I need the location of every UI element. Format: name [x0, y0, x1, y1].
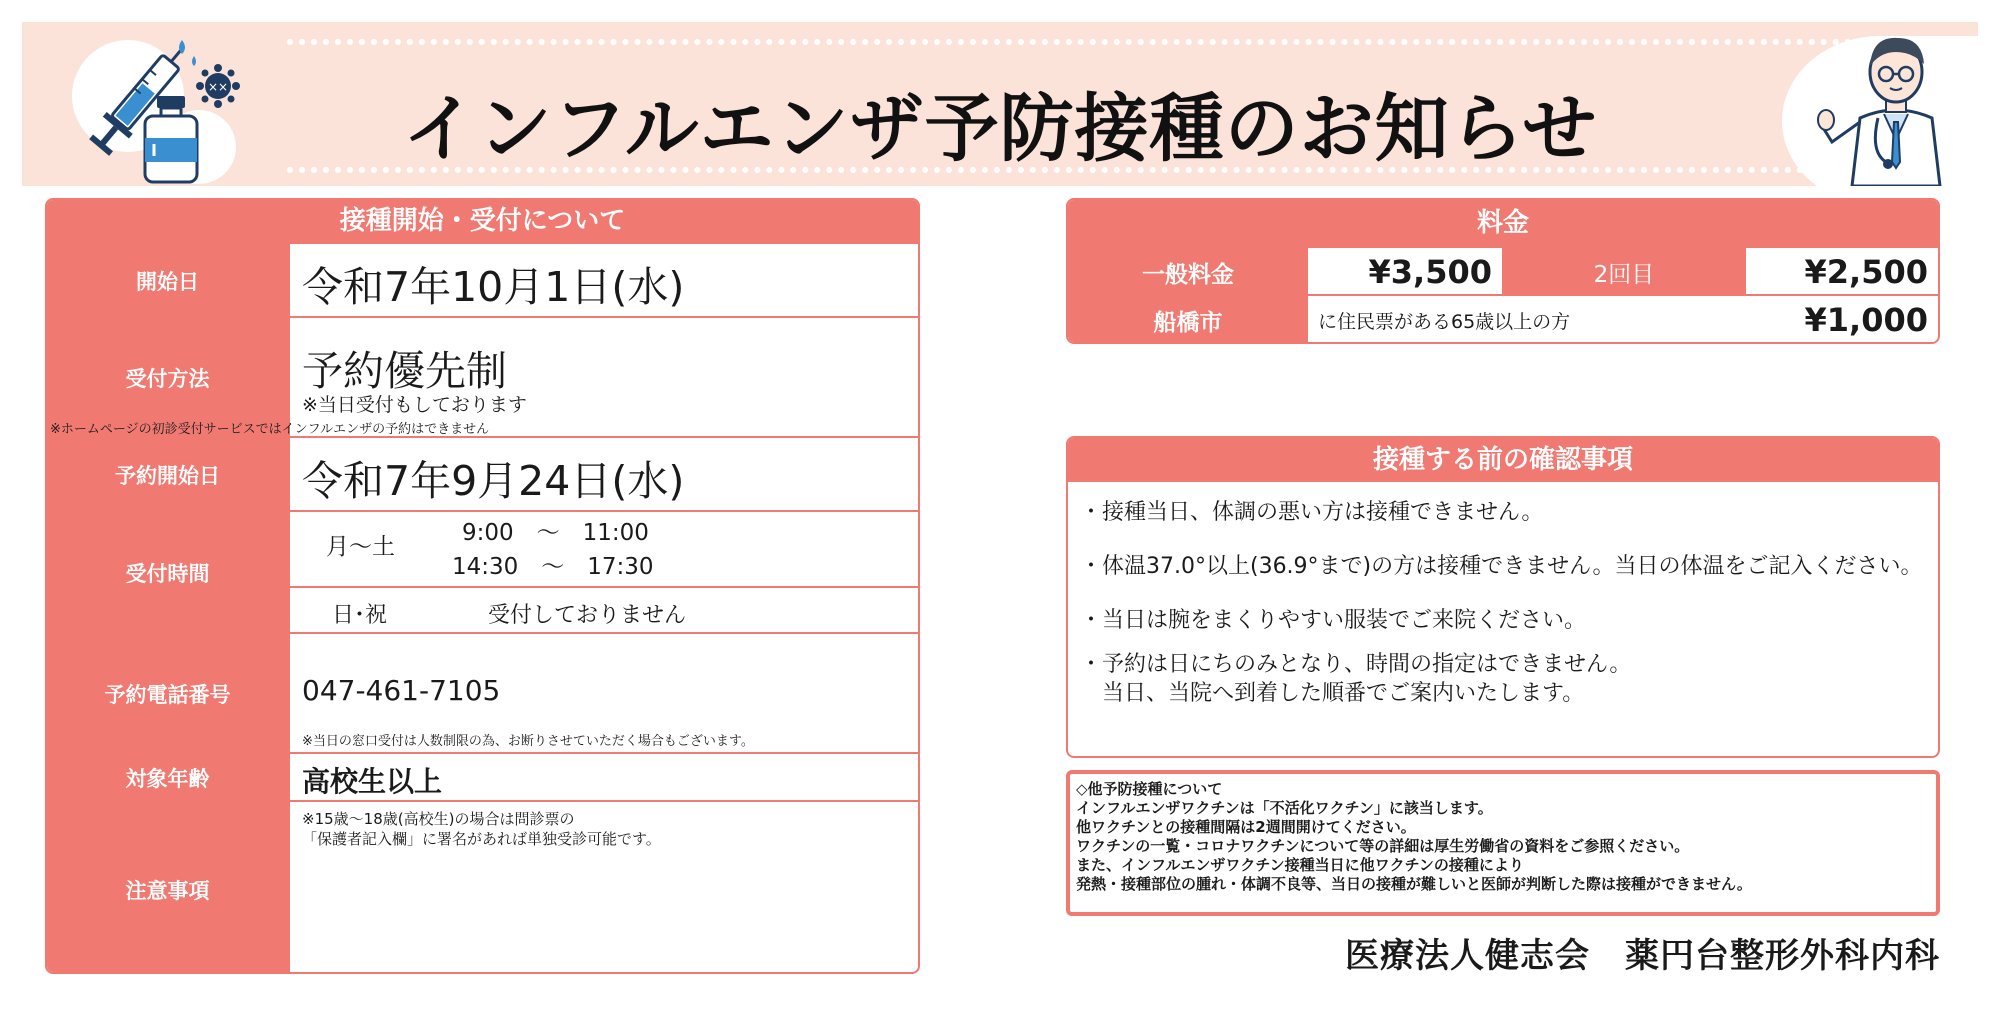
phone-label: 予約電話番号	[47, 634, 290, 754]
doctor-icon	[1812, 22, 1978, 186]
method-value: 予約優先制	[302, 347, 507, 395]
city-description: に住民票がある65歳以上の方	[1318, 310, 1571, 333]
city-price: ¥1,000	[1804, 301, 1928, 339]
table-row	[47, 632, 918, 754]
note-line: ◇他予防接種について	[1076, 780, 1223, 798]
second-dose-label: 2回目	[1502, 248, 1746, 296]
checklist-item: ・体温37.0°以上(36.9°まで)の方は接種できません。当日の体温をご記入ください。	[1080, 554, 1923, 579]
pricing-header: 料金	[1068, 200, 1938, 246]
table-row	[47, 800, 918, 974]
phone-note: ※当日の窓口受付は人数制限の為、お断りさせていただく場合もございます。	[302, 734, 754, 749]
hours-afternoon: 14:30 ～ 17:30	[452, 554, 654, 580]
method-note-2: ※ホームページの初診受付サービスではインフルエンザの予約はできません	[50, 422, 490, 437]
svg-text:××: ××	[207, 80, 229, 94]
table-row	[47, 316, 918, 438]
note-line: 他ワクチンとの接種間隔は2週間開けてください。	[1076, 818, 1416, 836]
hours-weekday: 月～土	[326, 534, 395, 560]
table-row	[47, 242, 918, 318]
note-line: また、インフルエンザワクチン接種当日に他ワクチンの接種により	[1076, 856, 1524, 874]
schedule-header: 接種開始・受付について	[47, 200, 918, 242]
table-row	[47, 752, 918, 802]
checklist-item: ・接種当日、体調の悪い方は接種できません。	[1080, 500, 1544, 525]
pricing-table	[1066, 198, 1940, 344]
method-label: 受付方法	[47, 318, 290, 438]
booking-start-label: 予約開始日	[47, 438, 290, 512]
checklist-box	[1066, 436, 1940, 758]
hours-morning: 9:00 ～ 11:00	[462, 520, 649, 546]
table-row	[1068, 294, 1938, 344]
table-row	[47, 436, 918, 512]
note-line: 発熱・接種部位の腫れ・体調不良等、当日の接種が難しいと医師が判断した際は接種ができません。	[1076, 875, 1752, 893]
general-price-value: ¥3,500	[1368, 253, 1492, 291]
dotted-divider-top	[287, 39, 1852, 45]
city-label: 船橋市	[1068, 296, 1308, 344]
hours-holiday: 日･祝	[332, 603, 388, 628]
note-line: インフルエンザワクチンは「不活化ワクチン」に該当します。	[1076, 799, 1493, 817]
checklist-header: 接種する前の確認事項	[1068, 438, 1938, 482]
booking-start-value: 令和7年9月24日(水)	[302, 457, 685, 505]
phone-value[interactable]: 047-461-7105	[302, 674, 501, 707]
other-vaccines-note	[1066, 770, 1940, 916]
notes-line-1: ※15歳～18歳(高校生)の場合は問診票の	[302, 810, 575, 828]
hours-divider	[290, 586, 918, 588]
table-row	[47, 510, 918, 634]
method-note: ※当日受付もしております	[302, 394, 527, 416]
start-date-value: 令和7年10月1日(水)	[302, 263, 685, 311]
note-line: ワクチンの一覧・コロナワクチンについて等の詳細は厚生労働省の資料をご参照ください。	[1076, 837, 1690, 855]
table-row	[1068, 246, 1938, 296]
age-label: 対象年齢	[47, 754, 290, 802]
general-price-label: 一般料金	[1068, 248, 1308, 296]
header-banner	[22, 22, 1978, 186]
hours-holiday-value: 受付しておりません	[488, 603, 687, 628]
notes-label: 注意事項	[47, 802, 290, 974]
schedule-table	[45, 198, 920, 974]
notes-line-2: 「保護者記入欄」に署名があれば単独受診可能です。	[302, 830, 661, 848]
hours-label: 受付時間	[47, 512, 290, 634]
age-value: 高校生以上	[302, 765, 443, 798]
checklist-item: ・予約は日にちのみとなり、時間の指定はできません。 当日、当院へ到着した順番でご案内いたします。	[1080, 652, 1632, 706]
checklist-item: ・当日は腕をまくりやすい服装でご来院ください。	[1080, 608, 1587, 633]
start-date-label: 開始日	[47, 244, 290, 318]
clinic-name: 医療法人健志会 薬円台整形外科内科	[1345, 936, 1940, 976]
page-title: インフルエンザ予防接種のお知らせ	[402, 86, 1598, 172]
second-dose-price: ¥2,500	[1804, 253, 1928, 291]
